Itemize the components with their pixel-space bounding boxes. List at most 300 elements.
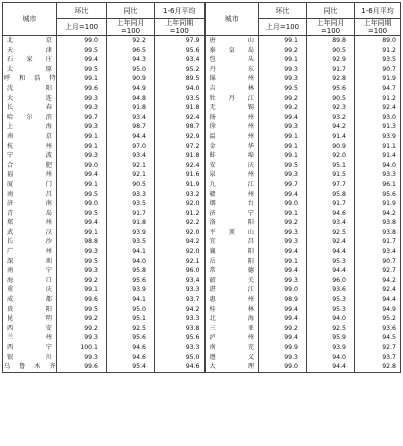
avg-base: 上年同期 =100	[155, 19, 205, 36]
city-left: 北 京	[3, 36, 57, 46]
avg-left: 92.9	[155, 132, 205, 142]
huanbi-right: 99.3	[259, 65, 307, 75]
avg-right: 91.9	[355, 74, 401, 84]
avg-left: 92.0	[155, 247, 205, 257]
huanbi-left: 99.3	[57, 247, 107, 257]
avg-left: 92.0	[155, 228, 205, 238]
table-row	[3, 266, 401, 276]
avg-right: 93.6	[355, 324, 401, 334]
table-row	[3, 257, 401, 267]
huanbi-left: 99.1	[57, 132, 107, 142]
city-right: 锦 州	[205, 74, 259, 84]
huanbi-right: 99.3	[259, 74, 307, 84]
tongbi-left: 94.6	[107, 343, 155, 353]
tongbi-left: 91.8	[107, 218, 155, 228]
tongbi-left: 92.2	[107, 36, 155, 46]
city-header-right: 城市	[205, 3, 259, 36]
avg-right: 94.7	[355, 84, 401, 94]
tongbi-left: 94.4	[107, 132, 155, 142]
city-right: 韶 关	[205, 276, 259, 286]
tongbi-right: 92.8	[307, 74, 355, 84]
tongbi-right: 94.4	[307, 362, 355, 372]
avg-right: 93.8	[355, 228, 401, 238]
avg-left: 92.4	[155, 113, 205, 123]
city-right: 烟 台	[205, 199, 259, 209]
city-header: 城市	[3, 3, 57, 36]
tongbi-left: 90.9	[107, 74, 155, 84]
huanbi-left: 99.6	[57, 362, 107, 372]
tongbi-left: 98.7	[107, 122, 155, 132]
huanbi-left: 99.3	[57, 333, 107, 343]
table-row	[3, 65, 401, 75]
table-row	[3, 295, 401, 305]
huanbi-right: 99.1	[259, 151, 307, 161]
table-row	[3, 237, 401, 247]
tongbi-left: 92.1	[107, 161, 155, 171]
table-row	[3, 142, 401, 152]
city-left: 兰 州	[3, 333, 57, 343]
tongbi-left: 92.5	[107, 324, 155, 334]
huanbi-left: 99.4	[57, 55, 107, 65]
city-left: 重 庆	[3, 285, 57, 295]
city-left: 厦 门	[3, 180, 57, 190]
city-right: 宜 昌	[205, 237, 259, 247]
city-right: 惠 州	[205, 295, 259, 305]
tongbi-right: 94.4	[307, 247, 355, 257]
table-row	[3, 343, 401, 353]
huanbi-right: 99.0	[259, 199, 307, 209]
huanbi-right: 99.1	[259, 55, 307, 65]
table-row	[3, 94, 401, 104]
huanbi-left: 99.5	[57, 257, 107, 267]
city-left: 太 原	[3, 65, 57, 75]
city-left: 银 川	[3, 353, 57, 363]
avg-right: 92.4	[355, 103, 401, 113]
tongbi-left: 94.8	[107, 94, 155, 104]
huanbi-left: 99.6	[57, 295, 107, 305]
huanbi-right: 99.2	[259, 94, 307, 104]
city-left: 青 岛	[3, 209, 57, 219]
table-row	[3, 209, 401, 219]
city-left: 长 沙	[3, 237, 57, 247]
city-left: 西 安	[3, 324, 57, 334]
avg-right: 94.2	[355, 276, 401, 286]
city-right: 湛 江	[205, 285, 259, 295]
avg-left: 97.9	[155, 36, 205, 46]
tongbi-right: 96.0	[307, 276, 355, 286]
city-right: 丹 东	[205, 65, 259, 75]
tongbi-left: 96.5	[107, 46, 155, 56]
city-left: 杭 州	[3, 142, 57, 152]
city-left: 乌鲁木齐	[3, 362, 57, 372]
header-row-2	[3, 19, 401, 36]
tongbi-right: 93.4	[307, 218, 355, 228]
city-left: 呼和浩特	[4, 75, 55, 83]
avg-left: 94.6	[155, 362, 205, 372]
table-row	[3, 113, 401, 123]
table-row	[3, 276, 401, 286]
huanbi-left: 99.1	[57, 180, 107, 190]
city-right: 三 亚	[205, 324, 259, 334]
avg-right: 94.9	[355, 305, 401, 315]
tongbi-base-right: 上年同月 =100	[307, 19, 355, 36]
avg-left: 92.4	[155, 161, 205, 171]
avg-left: 94.2	[155, 237, 205, 247]
avg-right: 91.3	[355, 122, 401, 132]
tongbi-right: 91.7	[307, 65, 355, 75]
city-right: 桂 林	[205, 305, 259, 315]
tongbi-right: 95.3	[307, 295, 355, 305]
avg-header: 1-6月平均	[155, 3, 205, 19]
avg-right: 93.5	[355, 55, 401, 65]
tongbi-left: 92.1	[107, 170, 155, 180]
city-left: 深 圳	[3, 257, 57, 267]
avg-right: 92.7	[355, 266, 401, 276]
price-index-table	[2, 2, 401, 373]
table-row	[3, 218, 401, 228]
huanbi-header: 环比	[57, 3, 107, 19]
tongbi-right: 92.0	[307, 151, 355, 161]
huanbi-right: 99.5	[259, 84, 307, 94]
avg-left: 94.0	[155, 84, 205, 94]
avg-right: 96.1	[355, 180, 401, 190]
avg-left: 93.3	[155, 285, 205, 295]
avg-left: 89.5	[155, 74, 205, 84]
tongbi-right: 89.8	[307, 36, 355, 46]
tongbi-right: 95.8	[307, 190, 355, 200]
tongbi-right: 94.2	[307, 122, 355, 132]
huanbi-right: 99.1	[259, 36, 307, 46]
avg-right: 91.7	[355, 237, 401, 247]
city-left: 成 都	[3, 295, 57, 305]
city-right: 唐 山	[205, 36, 259, 46]
table-body	[3, 36, 401, 373]
city-right: 吉 林	[205, 84, 259, 94]
table-row	[3, 362, 401, 372]
huanbi-left: 99.5	[57, 190, 107, 200]
avg-right: 92.4	[355, 285, 401, 295]
tongbi-left: 95.6	[107, 333, 155, 343]
tongbi-left: 93.3	[107, 190, 155, 200]
tongbi-right: 90.5	[307, 46, 355, 56]
avg-right: 93.3	[355, 170, 401, 180]
city-left: 长 春	[3, 103, 57, 113]
table-row	[3, 170, 401, 180]
huanbi-left: 99.1	[57, 142, 107, 152]
avg-left: 93.7	[155, 295, 205, 305]
avg-left: 92.1	[155, 257, 205, 267]
city-left: 西 宁	[3, 343, 57, 353]
tongbi-left: 93.9	[107, 285, 155, 295]
huanbi-right: 99.3	[259, 353, 307, 363]
table-row	[3, 132, 401, 142]
city-left: 济 南	[3, 199, 57, 209]
city-right: 秦皇岛	[205, 46, 259, 56]
city-right: 大 理	[205, 362, 259, 372]
avg-left: 95.2	[155, 65, 205, 75]
tongbi-right: 92.9	[307, 55, 355, 65]
city-left: 海 口	[3, 276, 57, 286]
avg-left: 92.2	[155, 218, 205, 228]
table-row	[3, 285, 401, 295]
tongbi-right: 93.2	[307, 113, 355, 123]
huanbi-right: 99.0	[259, 285, 307, 295]
huanbi-right: 99.2	[259, 324, 307, 334]
tongbi-left: 94.9	[107, 84, 155, 94]
tongbi-right: 95.9	[307, 333, 355, 343]
huanbi-left: 99.5	[57, 209, 107, 219]
tongbi-right: 95.6	[307, 84, 355, 94]
tongbi-right: 92.5	[307, 324, 355, 334]
table-row	[3, 103, 401, 113]
avg-left: 93.3	[155, 314, 205, 324]
table-row	[3, 247, 401, 257]
table-row	[3, 314, 401, 324]
tongbi-right: 94.6	[307, 209, 355, 219]
tongbi-left: 95.0	[107, 305, 155, 315]
avg-left: 91.8	[155, 151, 205, 161]
huanbi-right: 99.4	[259, 333, 307, 343]
avg-left: 95.6	[155, 46, 205, 56]
table-row	[3, 190, 401, 200]
avg-header-right: 1-6月平均	[355, 3, 401, 19]
city-right: 常 德	[205, 266, 259, 276]
avg-right: 95.2	[355, 314, 401, 324]
city-left: 福 州	[3, 170, 57, 180]
city-right: 济 宁	[205, 209, 259, 219]
huanbi-left: 99.0	[57, 161, 107, 171]
huanbi-left: 99.1	[57, 228, 107, 238]
huanbi-left: 99.4	[57, 170, 107, 180]
huanbi-left: 99.5	[57, 305, 107, 315]
huanbi-right: 99.1	[259, 142, 307, 152]
huanbi-right: 99.4	[259, 190, 307, 200]
huanbi-left: 99.7	[57, 113, 107, 123]
avg-left: 93.4	[155, 276, 205, 286]
huanbi-right: 99.9	[259, 343, 307, 353]
huanbi-right: 99.3	[259, 276, 307, 286]
tongbi-header: 同比	[107, 3, 155, 19]
city-right: 牡丹江	[205, 94, 259, 104]
avg-right: 92.8	[355, 362, 401, 372]
avg-right: 91.4	[355, 151, 401, 161]
avg-left: 93.2	[155, 190, 205, 200]
city-right: 岳 阳	[205, 257, 259, 267]
city-left: 石家庄	[3, 55, 57, 65]
huanbi-left: 99.5	[57, 65, 107, 75]
huanbi-left: 99.3	[57, 353, 107, 363]
tongbi-right: 94.0	[307, 314, 355, 324]
city-right: 泉 州	[205, 170, 259, 180]
huanbi-right: 99.4	[259, 113, 307, 123]
avg-right: 90.7	[355, 65, 401, 75]
huanbi-right: 99.2	[259, 46, 307, 56]
tongbi-right: 92.4	[307, 237, 355, 247]
city-right: 温 州	[205, 132, 259, 142]
tongbi-left: 93.9	[107, 228, 155, 238]
table-row	[3, 333, 401, 343]
tongbi-right: 90.5	[307, 94, 355, 104]
city-left: 天 津	[3, 46, 57, 56]
avg-right: 93.4	[355, 247, 401, 257]
city-left: 广 州	[3, 247, 57, 257]
city-left: 昆 明	[3, 314, 57, 324]
tongbi-right: 90.9	[307, 142, 355, 152]
avg-left: 91.8	[155, 103, 205, 113]
avg-left: 91.9	[155, 180, 205, 190]
table-row	[3, 84, 401, 94]
tongbi-left: 90.5	[107, 180, 155, 190]
tongbi-right: 92.5	[307, 228, 355, 238]
huanbi-left: 99.3	[57, 151, 107, 161]
city-right: 洛 阳	[205, 218, 259, 228]
table-row	[3, 55, 401, 65]
avg-right: 90.7	[355, 257, 401, 267]
city-right: 平顶山	[205, 228, 259, 238]
huanbi-right: 99.1	[259, 132, 307, 142]
tongbi-right: 95.3	[307, 257, 355, 267]
avg-right: 93.9	[355, 132, 401, 142]
avg-left: 92.0	[155, 199, 205, 209]
huanbi-header-right: 环比	[259, 3, 307, 19]
huanbi-right: 99.3	[259, 237, 307, 247]
city-left: 宁 波	[3, 151, 57, 161]
avg-left: 94.2	[155, 305, 205, 315]
avg-right: 94.0	[355, 161, 401, 171]
city-left: 郑 州	[3, 218, 57, 228]
tongbi-left: 94.1	[107, 247, 155, 257]
tongbi-left: 94.0	[107, 257, 155, 267]
table-row	[3, 180, 401, 190]
huanbi-left: 99.0	[57, 36, 107, 46]
avg-right: 91.2	[355, 94, 401, 104]
avg-left: 97.2	[155, 142, 205, 152]
table-row	[3, 228, 401, 238]
tongbi-left: 95.1	[107, 314, 155, 324]
huanbi-right: 99.4	[259, 266, 307, 276]
city-right: 南 充	[205, 343, 259, 353]
avg-left: 93.8	[155, 324, 205, 334]
header-row-1	[3, 3, 401, 19]
huanbi-left: 99.3	[57, 122, 107, 132]
city-right: 安 庆	[205, 161, 259, 171]
tongbi-right: 91.4	[307, 132, 355, 142]
tongbi-right: 94.0	[307, 353, 355, 363]
tongbi-left: 91.7	[107, 209, 155, 219]
avg-left: 93.3	[155, 343, 205, 353]
tongbi-left: 95.0	[107, 65, 155, 75]
tongbi-right: 93.6	[307, 285, 355, 295]
tongbi-left: 95.6	[107, 276, 155, 286]
table-row	[3, 46, 401, 56]
avg-right: 93.7	[355, 353, 401, 363]
tongbi-left: 95.4	[107, 362, 155, 372]
huanbi-left: 99.6	[57, 84, 107, 94]
huanbi-left: 99.1	[57, 285, 107, 295]
tongbi-right: 92.3	[307, 103, 355, 113]
avg-right: 94.4	[355, 295, 401, 305]
avg-right: 91.9	[355, 199, 401, 209]
city-right: 徐 州	[205, 122, 259, 132]
huanbi-left: 99.4	[57, 218, 107, 228]
huanbi-right: 99.1	[259, 209, 307, 219]
tongbi-header-right: 同比	[307, 3, 355, 19]
city-left: 南 京	[3, 132, 57, 142]
table-row	[3, 324, 401, 334]
city-left: 沈 阳	[3, 84, 57, 94]
huanbi-right: 99.2	[259, 103, 307, 113]
avg-left: 91.2	[155, 209, 205, 219]
avg-right: 89.0	[355, 36, 401, 46]
table-row	[3, 151, 401, 161]
tongbi-left: 93.5	[107, 237, 155, 247]
city-right: 金 华	[205, 142, 259, 152]
table-row	[3, 305, 401, 315]
avg-right: 91.2	[355, 46, 401, 56]
tongbi-right: 91.5	[307, 170, 355, 180]
huanbi-left: 99.2	[57, 324, 107, 334]
huanbi-base-right: 上月=100	[259, 19, 307, 36]
huanbi-right: 99.5	[259, 161, 307, 171]
huanbi-base: 上月=100	[57, 19, 107, 36]
table-row	[3, 36, 401, 46]
city-right: 遵 义	[205, 353, 259, 363]
tongbi-left: 97.0	[107, 142, 155, 152]
huanbi-left: 99.5	[57, 46, 107, 56]
huanbi-left: 99.2	[57, 276, 107, 286]
avg-base-right: 上年同期 =100	[355, 19, 401, 36]
avg-left: 91.6	[155, 170, 205, 180]
huanbi-left: 99.2	[57, 314, 107, 324]
avg-right: 94.2	[355, 209, 401, 219]
avg-left: 95.6	[155, 333, 205, 343]
city-right: 九 江	[205, 180, 259, 190]
tongbi-left: 94.3	[107, 55, 155, 65]
huanbi-right: 99.3	[259, 170, 307, 180]
city-right: 北 海	[205, 314, 259, 324]
huanbi-left: 99.1	[57, 74, 107, 84]
city-left: 合 肥	[3, 161, 57, 171]
huanbi-right: 99.4	[259, 314, 307, 324]
tongbi-left: 93.5	[107, 199, 155, 209]
huanbi-left: 99.3	[57, 103, 107, 113]
huanbi-left: 100.1	[57, 343, 107, 353]
tongbi-right: 95.1	[307, 161, 355, 171]
huanbi-right: 99.0	[259, 362, 307, 372]
city-right: 赣 州	[205, 190, 259, 200]
city-left: 南 昌	[3, 190, 57, 200]
city-right: 无 锡	[205, 103, 259, 113]
avg-right: 93.0	[355, 113, 401, 123]
huanbi-right: 99.1	[259, 257, 307, 267]
city-left: 南 宁	[3, 266, 57, 276]
avg-left: 98.7	[155, 122, 205, 132]
tongbi-right: 94.4	[307, 266, 355, 276]
huanbi-right: 99.4	[259, 305, 307, 315]
avg-right: 95.6	[355, 190, 401, 200]
tongbi-right: 93.9	[307, 343, 355, 353]
city-right: 襄 阳	[205, 247, 259, 257]
tongbi-right: 91.7	[307, 199, 355, 209]
table-row	[3, 122, 401, 132]
tongbi-left: 94.1	[107, 295, 155, 305]
huanbi-left: 99.3	[57, 266, 107, 276]
city-right: 包 头	[205, 55, 259, 65]
avg-left: 93.4	[155, 55, 205, 65]
city-left: 武 汉	[3, 228, 57, 238]
huanbi-right: 98.9	[259, 295, 307, 305]
huanbi-left: 99.0	[57, 199, 107, 209]
